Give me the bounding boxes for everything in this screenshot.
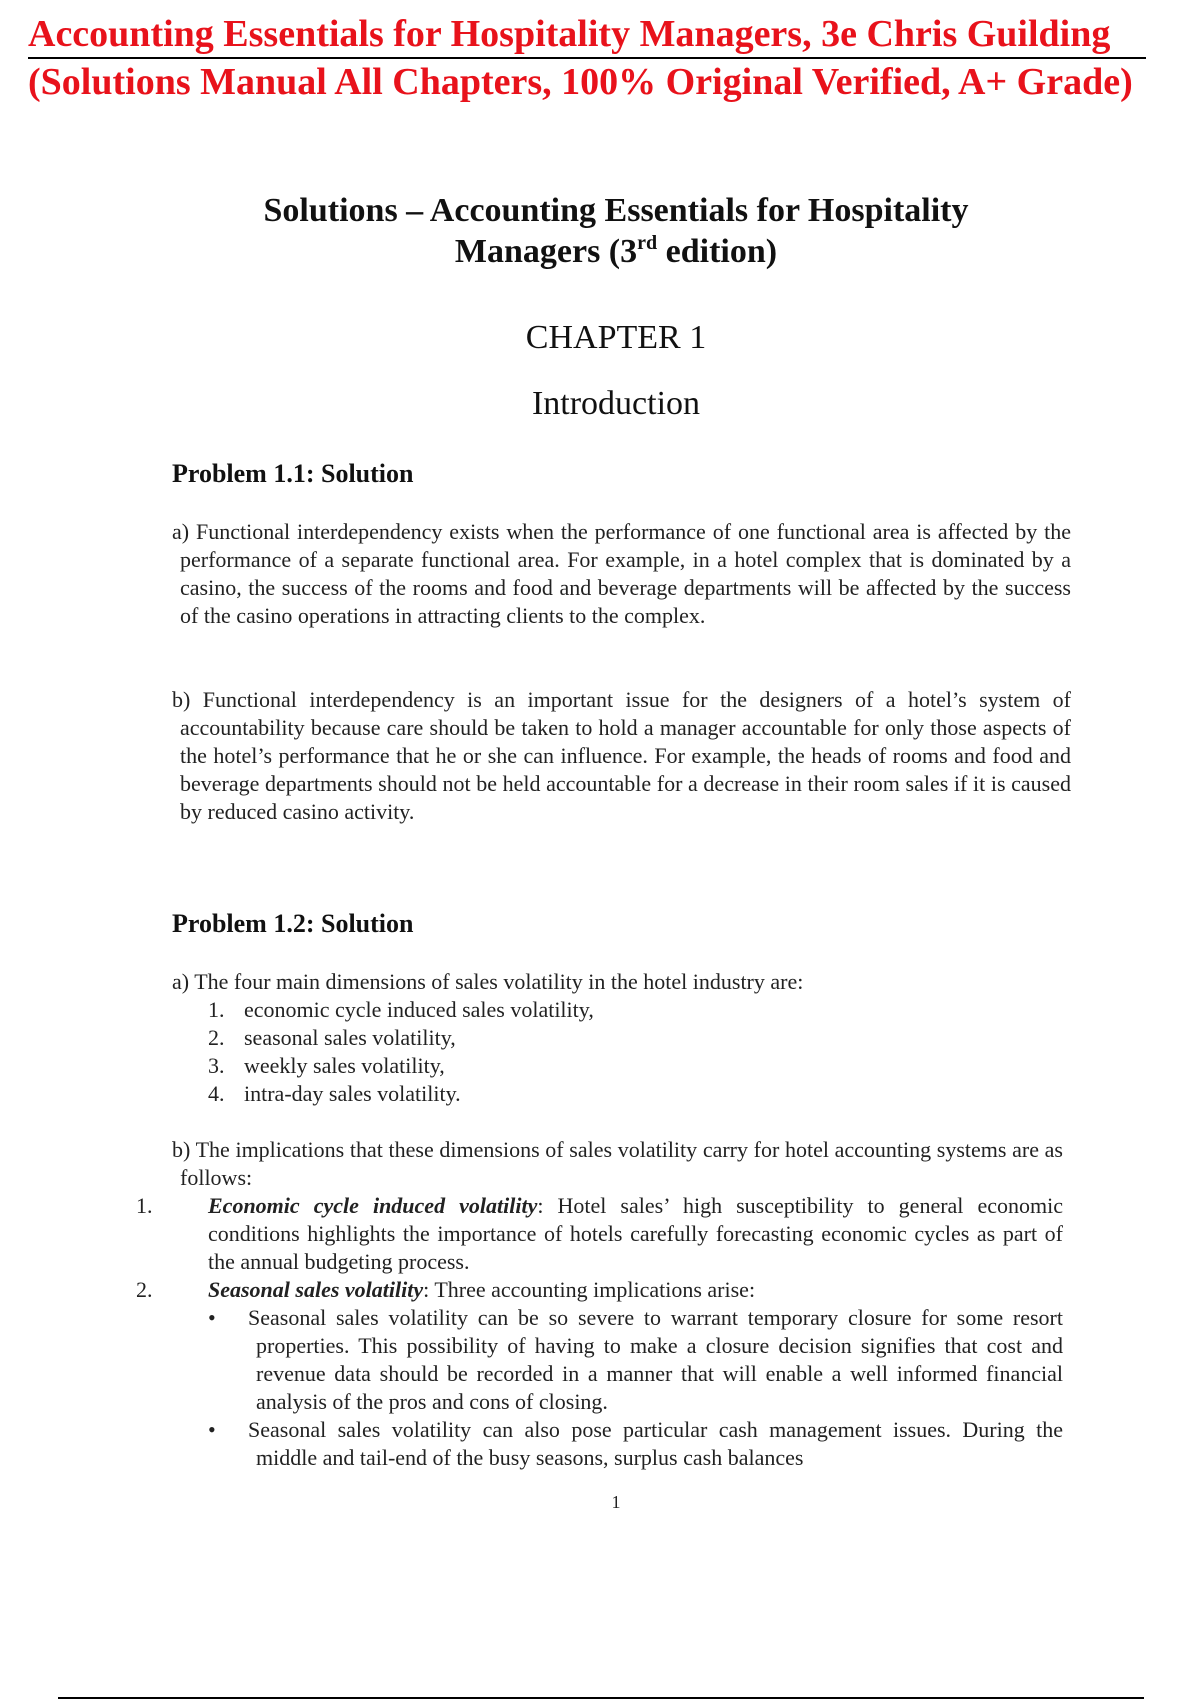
problem-1-1-part-b: b) Functional interdependency is an important issue for the designers of a hotel’s system of accountability because care should be taken to hold a manager accountable for only those aspects of the hotel’s performance that he or she can influence. For example, the heads of rooms and food and beverage departments should not be held accountable for a decrease in their room sales if it is caused by reduced casino activity. <box>172 687 1071 824</box>
bullet-icon: • <box>208 1305 216 1330</box>
list-item: • Seasonal sales volatility can also pose particular cash management issues. During the middle and tail-end of the busy seasons, surplus cash balances <box>208 1417 1063 1470</box>
problem-1-2-part-b <box>136 1136 1063 1472</box>
edition-superscript: rd <box>637 232 658 254</box>
list-item: 4. intra-day sales volatility. <box>208 1081 461 1106</box>
seasonal-implications-bullet-list <box>172 1304 1063 1472</box>
document-title-line-2: Managers (3rd edition) <box>454 232 778 270</box>
banner-underline <box>28 57 1146 59</box>
list-item: 2. seasonal sales volatility, <box>208 1025 456 1050</box>
chapter-heading: CHAPTER 1 <box>525 319 707 356</box>
list-item: 1. economic cycle induced sales volatility, <box>208 997 594 1022</box>
document-banner-title: Accounting Essentials for Hospitality Managers, 3e Chris Guilding (Solutions Manual All Chapters, 100% Original Verified, A+ Grade) <box>28 13 1133 103</box>
document-title-line-1: Solutions – Accounting Essentials for Hospitality <box>263 192 969 229</box>
sales-volatility-dimensions-list <box>172 996 1063 1108</box>
bullet-icon: • <box>208 1417 216 1442</box>
problem-1-2-part-a-intro: a) The four main dimensions of sales volatility in the hotel industry are: <box>172 969 804 994</box>
list-item: 1. Economic cycle induced volatility: Hotel sales’ high susceptibility to general economic conditions highlights the importance of hotels carefully forecasting economic cycles as part of the annual budgeting process. <box>136 1193 1063 1274</box>
chapter-subtitle: Introduction <box>531 385 701 422</box>
problem-1-2-heading: Problem 1.2: Solution <box>172 909 414 938</box>
problem-1-2-part-a <box>172 968 1063 1108</box>
problem-1-1-part-a: a) Functional interdependency exists when the performance of one functional area is affected by the performance of a separate functional area. For example, in a hotel complex that is dominated by a casino, the success of the rooms and food and beverage departments will be affected by the success of the casino operations in attracting clients to the complex. <box>172 519 1071 628</box>
footer-rule <box>58 1697 1144 1699</box>
problem-1-1-heading: Problem 1.1: Solution <box>172 459 414 488</box>
page-number: 1 <box>611 1492 621 1512</box>
document-title <box>0 190 1200 272</box>
list-item: • Seasonal sales volatility can be so severe to warrant temporary closure for some resort properties. This possibility of having to make a closure decision signifies that cost and revenue data should be recorded in a manner that will enable a well informed financial analysis of the pros and cons of closing. <box>208 1305 1063 1414</box>
problem-1-2-part-b-intro: b) The implications that these dimensions of sales volatility carry for hotel accounting systems are as follows: <box>172 1137 1063 1190</box>
list-item: 2. Seasonal sales volatility: Three accounting implications arise: <box>136 1277 756 1302</box>
list-item: 3. weekly sales volatility, <box>208 1053 445 1078</box>
